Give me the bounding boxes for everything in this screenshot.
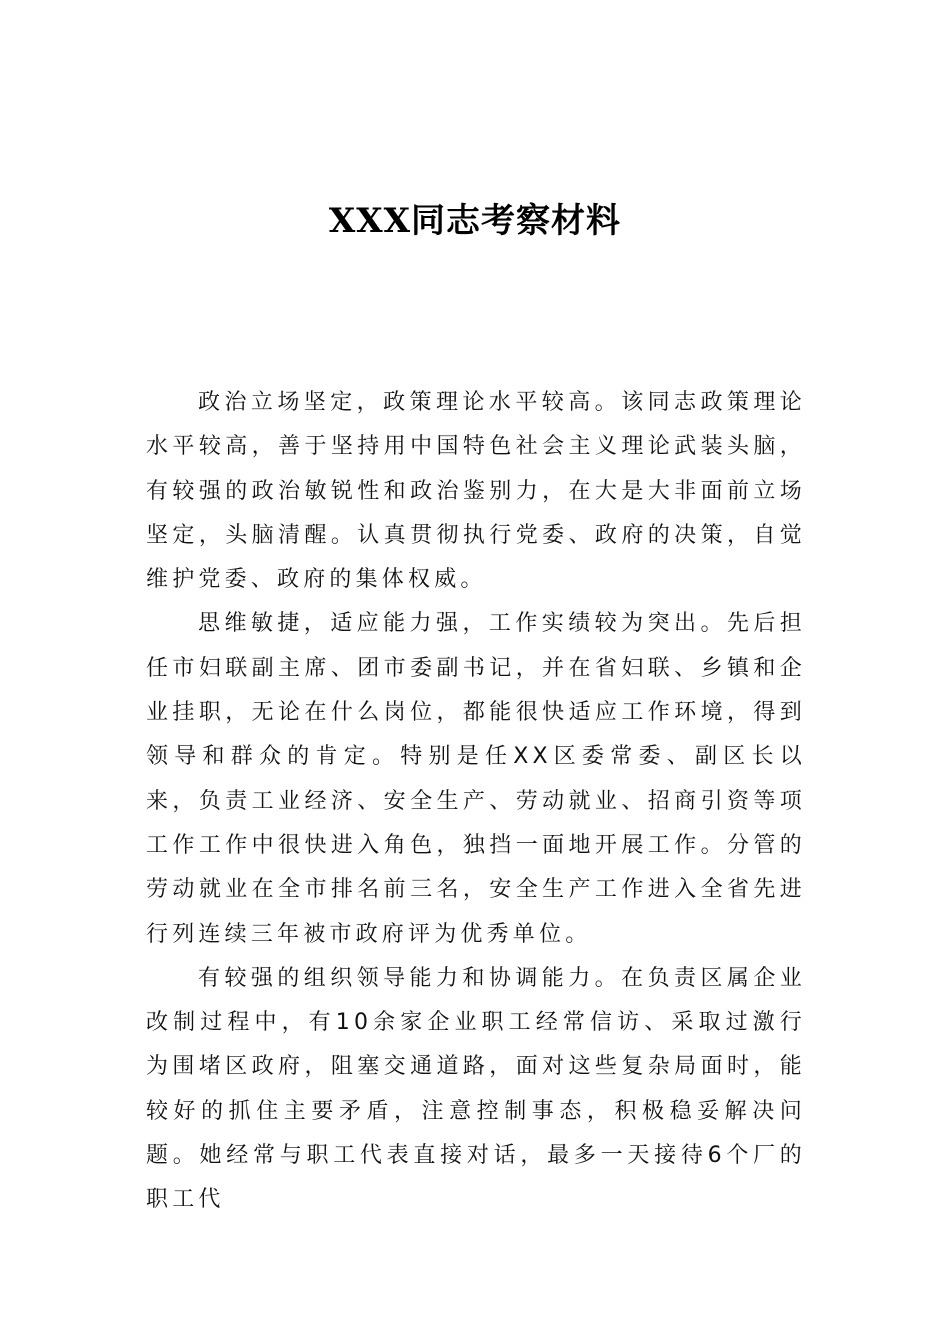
paragraph-leadership: 有较强的组织领导能力和协调能力。在负责区属企业改制过程中，有10余家企业职工经常信访、采取过激行为围堵区政府，阻塞交通道路，面对这些复杂局面时，能较好的抓住主要矛盾，注意控制事态，积极稳妥解决问题。她经常与职工代表直接对话，最多一天接待6个厂的职工代 [146, 965, 806, 1213]
document-body [146, 381, 806, 1223]
paragraph-political-stance: 政治立场坚定，政策理论水平较高。该同志政策理论水平较高，善于坚持用中国特色社会主义理论武装头脑，有较强的政治敏锐性和政治鉴别力，在大是大非面前立场坚定，头脑清醒。认真贯彻执行党委、政府的决策，自觉维护党委、政府的集体权威。 [146, 390, 806, 593]
paragraph-adaptability: 思维敏捷，适应能力强，工作实绩较为突出。先后担任市妇联副主席、团市委副书记，并在省妇联、乡镇和企业挂职，无论在什么岗位，都能很快适应工作环境，得到领导和群众的肯定。特别是任XX区委常委、副区长以来，负责工业经济、安全生产、劳动就业、招商引资等项工作工作中很快进入角色，独挡一面地开展工作。分管的劳动就业在全市排名前三名，安全生产工作进入全省先进行列连续三年被市政府评为优秀单位。 [146, 611, 806, 947]
document-title: XXX同志考察材料 [328, 201, 622, 241]
